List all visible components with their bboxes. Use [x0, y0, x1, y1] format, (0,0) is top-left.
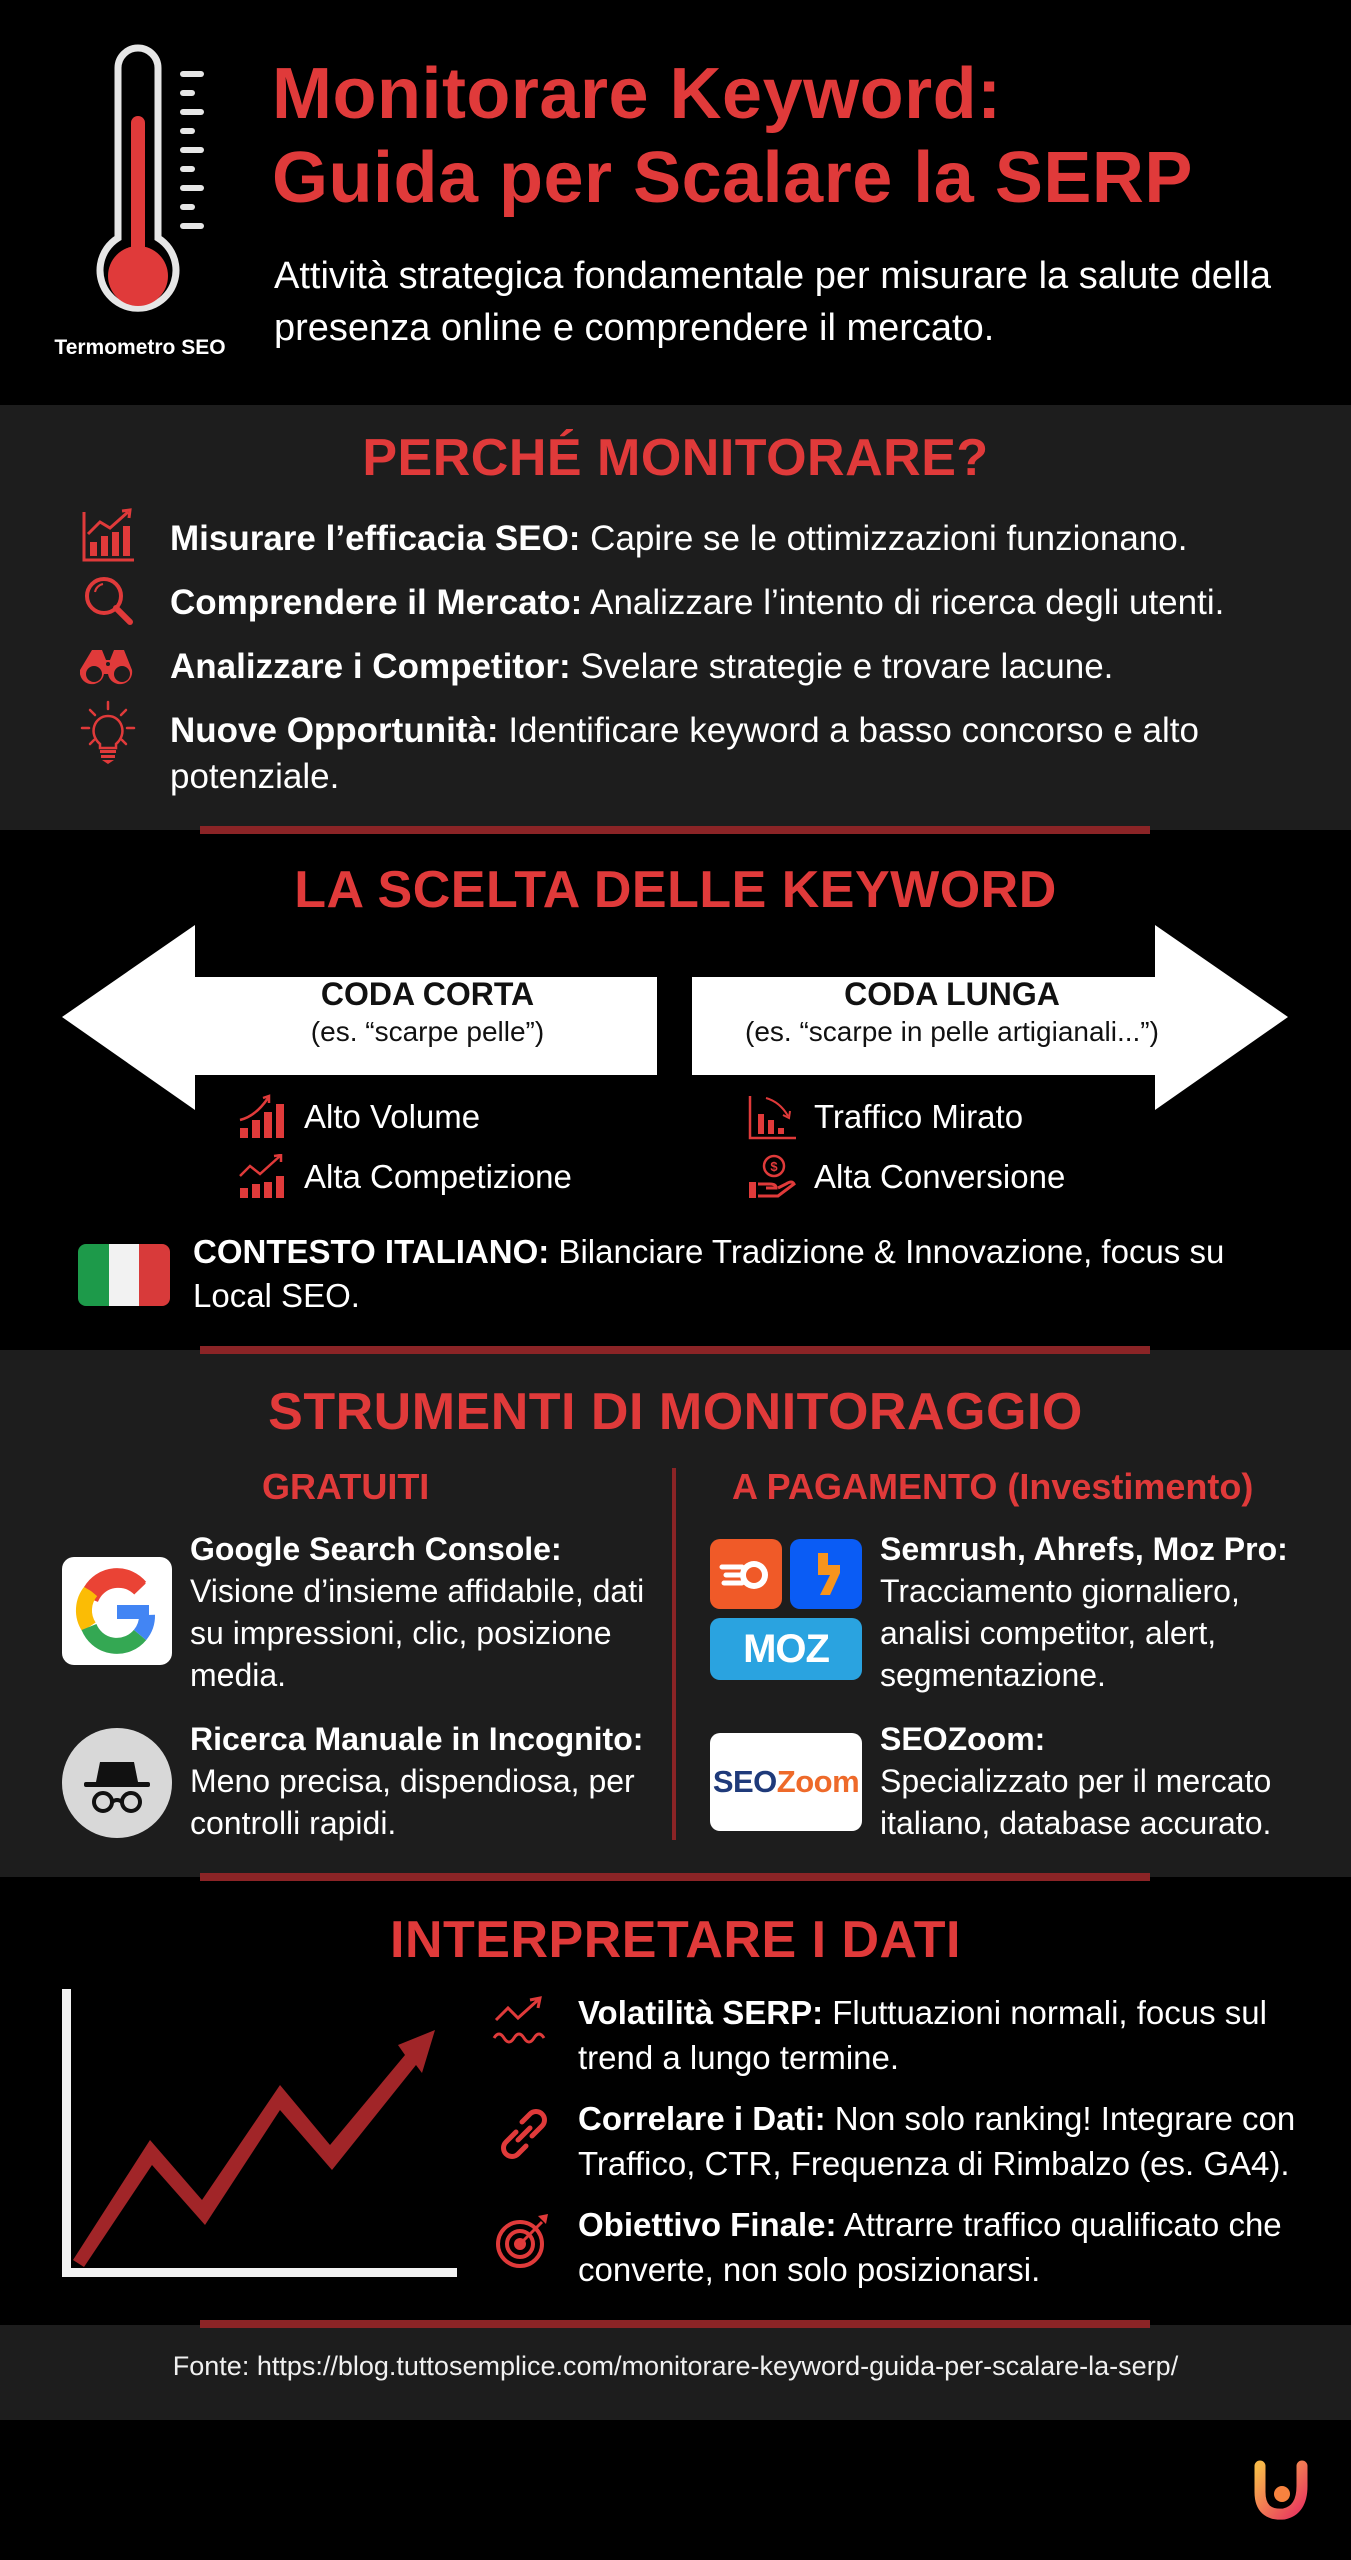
italian-context-text: [193, 1230, 1253, 1318]
long-tail-heading: CODA LUNGA: [844, 976, 1060, 1012]
italian-context-bold: CONTESTO ITALIANO:: [193, 1233, 550, 1270]
item-bold: Analizzare i Competitor:: [170, 647, 571, 686]
item-desc: Fluttuazioni normali, focus sul trend a lungo termine.: [578, 1994, 1267, 2076]
column-title-paid: A PAGAMENTO (Investimento): [732, 1466, 1254, 1507]
chart-growth-icon: [80, 508, 136, 564]
list-item-text: [170, 580, 1320, 626]
section-title-strumenti: STRUMENTI DI MONITORAGGIO: [268, 1383, 1083, 1441]
item-bold: Correlare i Dati:: [578, 2100, 826, 2137]
list-item-text: [578, 2202, 1338, 2292]
thermometer-icon: [90, 38, 210, 328]
item-bold: Comprendere il Mercato:: [170, 583, 583, 622]
item-desc: Attrarre traffico qualificato che converte, non solo posizionarsi.: [578, 2206, 1282, 2288]
bar-chart-up-icon: [238, 1094, 286, 1140]
seozoom-logo: [710, 1733, 862, 1831]
list-item-efficacia: [80, 508, 1300, 568]
section-title-interpretare: INTERPRETARE I DATI: [390, 1911, 961, 1969]
tool-name: Ricerca Manuale in Incognito:: [190, 1721, 644, 1757]
item-bold: Obiettivo Finale:: [578, 2206, 837, 2243]
section-divider: [200, 2320, 1150, 2328]
header: [0, 0, 1351, 405]
tool-name: Google Search Console:: [190, 1531, 562, 1567]
moz-logo: MOZ: [710, 1618, 862, 1680]
title-line-2: Guida per Scalare la SERP: [272, 138, 1193, 218]
source-link[interactable]: Fonte: https://blog.tuttosemplice.com/monitorare-keyword-guida-per-scalare-la-serp/: [172, 2351, 1179, 2381]
tool-semrush-ahrefs-moz: [880, 1528, 1330, 1696]
tool-name: SEOZoom:: [880, 1721, 1046, 1757]
feature-label: Traffico Mirato: [814, 1098, 1024, 1135]
bar-chart-down-icon: [748, 1094, 796, 1140]
list-item-text: [170, 708, 1320, 800]
page-subtitle: Attività strategica fondamentale per misurare la salute della presenza online e comprendere il mercato.: [274, 255, 1271, 349]
tool-desc: Tracciamento giornaliero, analisi competitor, alert, segmentazione.: [880, 1573, 1240, 1693]
incognito-icon: [62, 1728, 172, 1838]
tool-desc: Visione d’insieme affidabile, dati su impressioni, clic, posizione media.: [190, 1573, 645, 1693]
column-title-free: GRATUITI: [262, 1466, 430, 1507]
item-bold: Nuove Opportunità:: [170, 711, 499, 750]
list-item-text: [578, 2096, 1338, 2186]
target-icon: [492, 2208, 556, 2272]
short-tail-box: [200, 974, 655, 1050]
lightbulb-icon: [80, 700, 136, 764]
item-desc: Svelare strategie e trovare lacune.: [570, 647, 1114, 686]
title-line-1: Monitorare Keyword:: [272, 54, 1002, 134]
short-tail-example: (es. “scarpe pelle”): [310, 1016, 545, 1047]
tool-ricerca-incognito: [190, 1718, 670, 1844]
money-hand-icon: [748, 1154, 796, 1200]
item-bold: Volatilità SERP:: [578, 1994, 824, 2031]
long-tail-example: (es. “scarpe in pelle artigianali...”): [745, 1016, 1159, 1047]
thermometer-label: Termometro SEO: [54, 336, 226, 359]
list-item-opportunita: [80, 700, 1300, 800]
item-desc: Capire se le ottimizzazioni funzionano.: [580, 519, 1188, 558]
section-divider: [200, 1346, 1150, 1354]
feature-label: Alta Conversione: [814, 1158, 1066, 1195]
magnifier-icon: [80, 572, 136, 628]
google-logo: [62, 1557, 172, 1665]
tool-desc: Meno precisa, dispendiosa, per controlli rapidi.: [190, 1763, 635, 1841]
long-tail-box: [692, 974, 1212, 1050]
section-title-scelta: LA SCELTA DELLE KEYWORD: [294, 861, 1057, 919]
ahrefs-logo: [790, 1539, 862, 1609]
section-divider: [200, 826, 1150, 834]
item-desc: Identificare keyword a basso concorso e alto potenziale.: [170, 711, 1199, 796]
feature-label: Alta Competizione: [304, 1158, 572, 1195]
list-item-mercato: [80, 572, 1300, 632]
bar-chart-trend-icon: [238, 1154, 286, 1200]
seozoom-logo-seo: SEO: [712, 1764, 777, 1799]
link-icon: [492, 2102, 556, 2166]
list-item-competitor: [80, 636, 1300, 696]
tool-name: Semrush, Ahrefs, Moz Pro:: [880, 1531, 1288, 1567]
tool-google-search-console: [190, 1528, 660, 1696]
list-item-text: [170, 516, 1320, 562]
tool-seozoom: [880, 1718, 1330, 1844]
tool-desc: Specializzato per il mercato italiano, database accurato.: [880, 1763, 1272, 1841]
brand-logo-icon: [1250, 2460, 1310, 2522]
list-item-text: [578, 1990, 1338, 2080]
binoculars-icon: [80, 636, 136, 692]
list-item-text: [170, 644, 1320, 690]
semrush-logo: [710, 1539, 782, 1609]
section-divider: [200, 1873, 1150, 1881]
item-bold: Misurare l’efficacia SEO:: [170, 519, 581, 558]
volatility-icon: [492, 1996, 556, 2060]
seozoom-logo-zoom: Zoom: [776, 1764, 860, 1799]
italian-context-desc: Bilanciare Tradizione & Innovazione, focus su Local SEO.: [193, 1233, 1225, 1314]
feature-label: Alto Volume: [304, 1098, 481, 1135]
item-desc: Analizzare l’intento di ricerca degli utenti.: [582, 583, 1225, 622]
column-divider: [672, 1468, 676, 1840]
section-title-perche: PERCHÉ MONITORARE?: [362, 429, 989, 487]
svg-text:$: $: [770, 1159, 778, 1174]
short-tail-heading: CODA CORTA: [320, 976, 535, 1012]
italian-flag-icon: [78, 1244, 170, 1306]
item-desc: Non solo ranking! Integrare con Traffico, CTR, Frequenza di Rimbalzo (es. GA4).: [578, 2100, 1296, 2182]
bottom-bar: [0, 2420, 1351, 2560]
trend-chart-icon: [60, 1985, 460, 2280]
page-title: [272, 52, 1332, 220]
